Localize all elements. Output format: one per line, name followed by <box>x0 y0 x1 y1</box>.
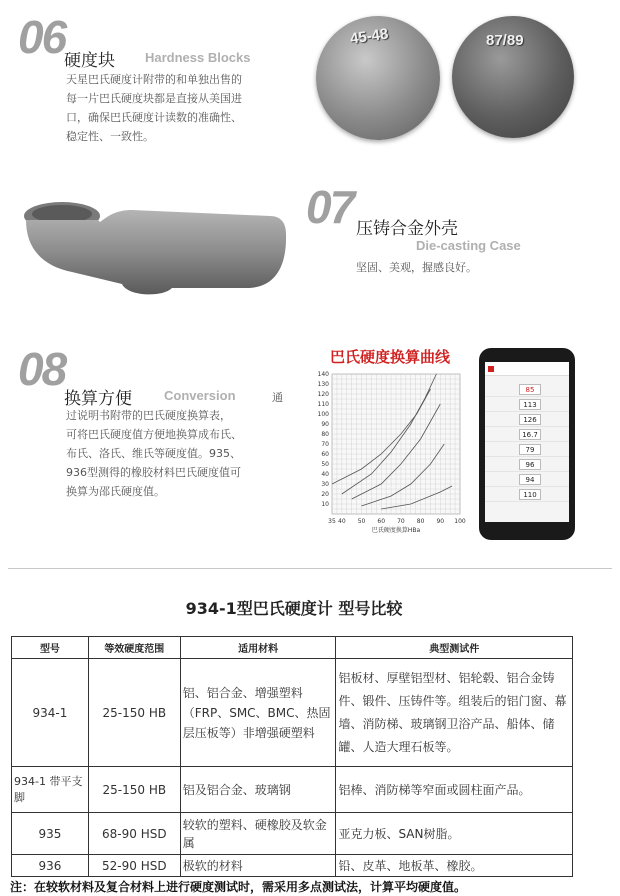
hardness-block-image-1 <box>316 16 440 140</box>
phone-value-box: 16.7 <box>519 429 541 440</box>
phone-value-box: 96 <box>519 459 541 470</box>
table-row <box>12 767 573 813</box>
y-tick-label: 100 <box>317 411 329 418</box>
desc-line: 口，确保巴氏硬度计读数的准确性、 <box>66 111 242 124</box>
die-casting-en-title: Die-casting Case <box>416 238 521 253</box>
header-model: 型号 <box>12 637 89 659</box>
phone-value-row <box>485 472 569 487</box>
y-tick-label: 40 <box>321 471 329 478</box>
x-tick-label: 40 <box>338 518 346 525</box>
phone-value-row <box>485 412 569 427</box>
cell-parts: 铝板材、厚壁铝型材、铝轮毂、铝合金铸件、锻件、压铸件等。组装后的铝门窗、幕墙、消防梯、玻璃钢卫浴产品、船体、储罐、人造大理石板等。 <box>336 659 573 767</box>
desc-line: 布氏、洛氏、维氏等硬度值。935、 <box>66 447 241 460</box>
conversion-title: 换算方便 <box>64 389 132 409</box>
block-label: 45-48 <box>349 25 390 48</box>
y-tick-label: 110 <box>317 401 329 408</box>
y-tick-label: 120 <box>317 391 329 398</box>
desc-line: 可将巴氏硬度值方便地换算成布氏、 <box>66 428 242 441</box>
x-tick-label: 100 <box>454 518 466 525</box>
desc-line: 天星巴氏硬度计附带的和单独出售的 <box>66 73 242 86</box>
chart-title: 巴氏硬度换算曲线 <box>330 348 451 366</box>
x-tick-label: 35 <box>328 518 336 525</box>
x-axis-label: 巴氏硬度换算HBa <box>371 527 421 534</box>
y-tick-label: 130 <box>317 381 329 388</box>
cell-parts: 铝棒、消防梯等窄面或圆柱面产品。 <box>336 767 573 813</box>
section-number-06: 06 <box>18 11 66 63</box>
die-casting-desc: 坚固、美观，握感良好。 <box>356 261 477 274</box>
table-row <box>12 813 573 855</box>
header-material: 适用材料 <box>180 637 336 659</box>
cell-range: 52-90 HSD <box>88 855 180 877</box>
y-tick-label: 20 <box>321 491 329 498</box>
phone-value-box: 110 <box>519 489 541 500</box>
phone-value-box: 126 <box>519 414 541 425</box>
section-number-07: 07 <box>306 181 354 233</box>
phone-screen <box>485 362 569 522</box>
phone-value-box: 94 <box>519 474 541 485</box>
y-tick-label: 30 <box>321 481 329 488</box>
die-casting-case-image <box>12 188 302 308</box>
conversion-chart <box>308 368 474 540</box>
phone-app-bar <box>485 362 569 376</box>
desc-line: 换算为邵氏硬度值。 <box>66 485 165 498</box>
x-tick-label: 70 <box>397 518 405 525</box>
phone-value-row <box>485 427 569 442</box>
phone-value-row <box>485 397 569 412</box>
cell-parts: 铅、皮革、地板革、橡胶。 <box>336 855 573 877</box>
table-row <box>12 855 573 877</box>
phone-value-row <box>485 457 569 472</box>
cell-range: 25-150 HB <box>88 767 180 813</box>
table-row <box>12 659 573 767</box>
cell-material: 较软的塑料、硬橡胶及软金属 <box>180 813 336 855</box>
phone-value-box: 113 <box>519 399 541 410</box>
hardness-blocks-en-title: Hardness Blocks <box>145 50 251 65</box>
conversion-trailing-char: 通 <box>272 391 283 404</box>
divider <box>8 568 612 569</box>
y-tick-label: 80 <box>321 431 329 438</box>
section-number-08: 08 <box>18 343 66 395</box>
y-tick-label: 60 <box>321 451 329 458</box>
conversion-desc <box>66 406 296 501</box>
phone-image <box>479 348 575 540</box>
cell-parts: 亚克力板、SAN树脂。 <box>336 813 573 855</box>
y-tick-label: 90 <box>321 421 329 428</box>
y-tick-label: 50 <box>321 461 329 468</box>
x-tick-label: 90 <box>436 518 445 525</box>
phone-value-row <box>485 382 569 397</box>
cell-model: 934-1 带平支脚 <box>12 767 89 813</box>
phone-value-row <box>485 442 569 457</box>
y-tick-label: 70 <box>321 441 329 448</box>
conversion-en-title: Conversion <box>164 388 236 403</box>
hardness-blocks-title: 硬度块 <box>64 51 115 71</box>
table-title: 934-1型巴氏硬度计 型号比较 <box>185 599 403 618</box>
phone-value-box: 85 <box>519 384 541 395</box>
desc-line: 936型测得的橡胶材料巴氏硬度值可 <box>66 466 241 479</box>
desc-line: 每一片巴氏硬度块都是直接从美国进 <box>66 92 242 105</box>
y-tick-label: 140 <box>317 371 329 378</box>
y-tick-label: 10 <box>321 501 329 508</box>
cell-model: 936 <box>12 855 89 877</box>
table-header-row <box>12 637 573 659</box>
x-tick-label: 50 <box>357 518 366 525</box>
cell-range: 68-90 HSD <box>88 813 180 855</box>
hardness-blocks-desc <box>66 70 306 146</box>
desc-line: 过说明书附带的巴氏硬度换算表， <box>66 409 231 422</box>
cell-material: 铝及铝合金、玻璃钢 <box>180 767 336 813</box>
block-label: 87/89 <box>486 32 524 49</box>
cell-material: 铝、铝合金、增强塑料（FRP、SMC、BMC、热固层压板等）非增强硬塑料 <box>180 659 336 767</box>
footnote: 注：在较软材料及复合材料上进行硬度测试时，需采用多点测试法，计算平均硬度值。 <box>10 880 467 894</box>
die-casting-title: 压铸合金外壳 <box>356 219 458 239</box>
phone-value-row <box>485 487 569 502</box>
cell-range: 25-150 HB <box>88 659 180 767</box>
phone-value-box: 79 <box>519 444 541 455</box>
cell-material: 极软的材料 <box>180 855 336 877</box>
cell-model: 934-1 <box>12 659 89 767</box>
model-comparison-table <box>11 636 573 877</box>
cell-model: 935 <box>12 813 89 855</box>
x-tick-label: 80 <box>416 518 425 525</box>
x-tick-label: 60 <box>377 518 386 525</box>
hardness-block-image-2 <box>452 16 574 138</box>
desc-line: 稳定性、一致性。 <box>66 130 154 143</box>
header-range: 等效硬度范围 <box>88 637 180 659</box>
phone-value-list <box>485 382 569 502</box>
header-parts: 典型测试件 <box>336 637 573 659</box>
app-logo-icon <box>488 366 494 372</box>
